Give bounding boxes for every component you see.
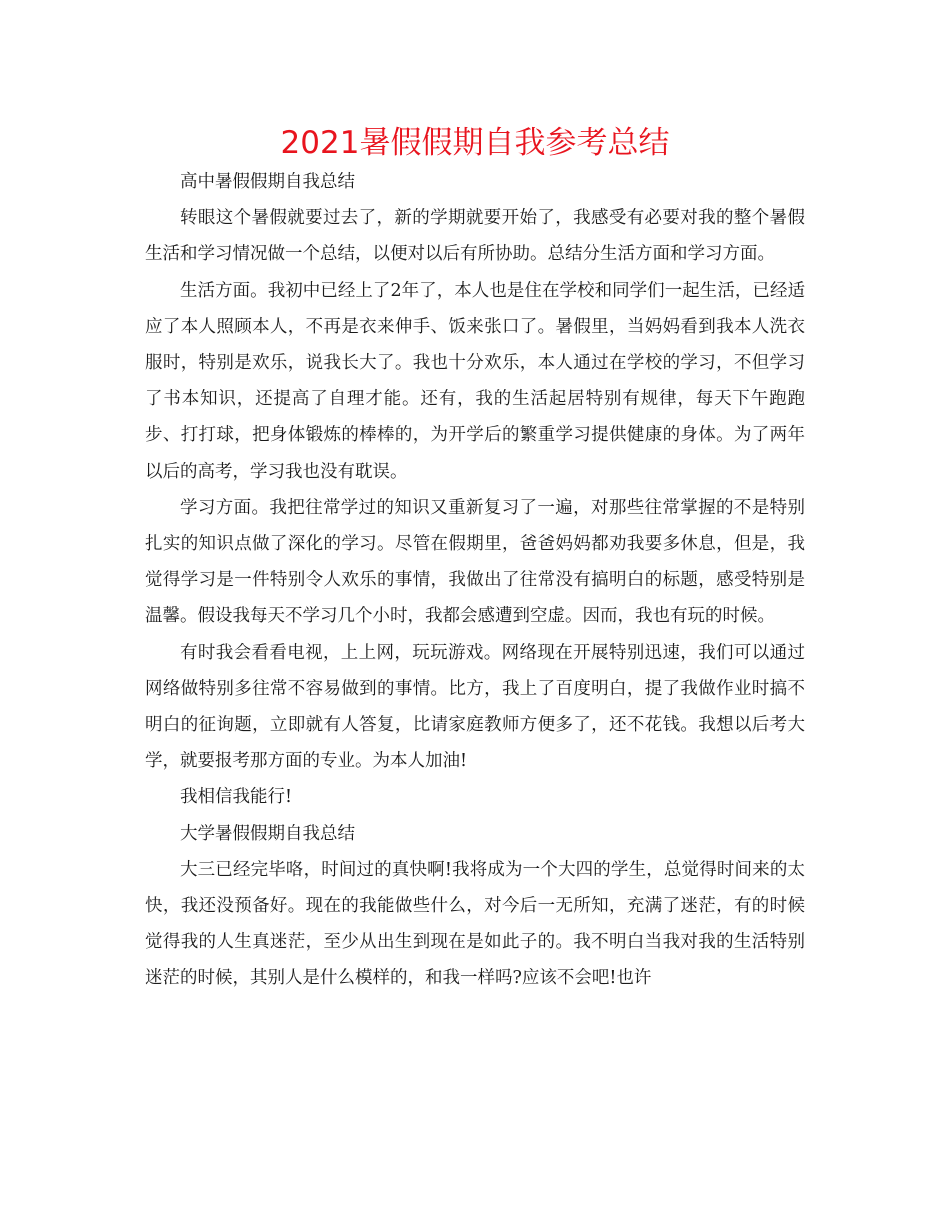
paragraph-study: 学习方面。我把往常学过的知识又重新复习了一遍，对那些往常掌握的不是特别扎实的知识点做了深化的学习。尽管在假期里，爸爸妈妈都劝我要多休息，但是，我觉得学习是一件特别令人欢乐的事情，我做出了往常没有搞明白的标题，感受特别是温馨。假设我每天不学习几个小时，我都会感遭到空虚。因而，我也有玩的时候。: [145, 497, 805, 627]
paragraph-leisure: 有时我会看看电视，上上网，玩玩游戏。网络现在开展特别迅速，我们可以通过网络做特别多往常不容易做到的事情。比方，我上了百度明白，提了我做作业时搞不明白的征询题，立即就有人答复，比请家庭教师方便多了，还不花钱。我想以后考大学，就要报考那方面的专业。为本人加油!: [145, 642, 805, 772]
paragraph-heading-college: 大学暑假假期自我总结: [180, 823, 355, 844]
paragraph-intro: 转眼这个暑假就要过去了，新的学期就要开始了，我感受有必要对我的整个暑假生活和学习情况做一个总结，以便对以后有所协助。总结分生活方面和学习方面。: [145, 208, 805, 265]
document-title: 2021暑假假期自我参考总结: [280, 125, 670, 161]
paragraph-confidence: 我相信我能行!: [180, 787, 293, 808]
paragraph-college: 大三已经完毕咯，时间过的真快啊!我将成为一个大四的学生，总觉得时间来的太快，我还没预备好。现在的我能做些什么，对今后一无所知，充满了迷茫，有的时候觉得我的人生真迷茫，至少从出生到现在是如此子的。我不明白当我对我的生活特别迷茫的时候，其别人是什么模样的，和我一样吗?应该不会吧!也许: [145, 859, 805, 989]
paragraph-heading-highschool: 高中暑假假期自我总结: [180, 172, 355, 192]
paragraph-life: 生活方面。我初中已经上了2年了，本人也是住在学校和同学们一起生活，已经适应了本人照顾本人，不再是衣来伸手、饭来张口了。暑假里，当妈妈看到我本人洗衣服时，特别是欢乐，说我长大了。我也十分欢乐，本人通过在学校的学习，不但学习了书本知识，还提高了自理才能。还有，我的生活起居特别有规律，每天下午跑跑步、打打球，把身体锻炼的棒棒的，为开学后的繁重学习提供健康的身体。为了两年以后的高考，学习我也没有耽误。: [145, 280, 805, 482]
document-body: [145, 164, 805, 997]
